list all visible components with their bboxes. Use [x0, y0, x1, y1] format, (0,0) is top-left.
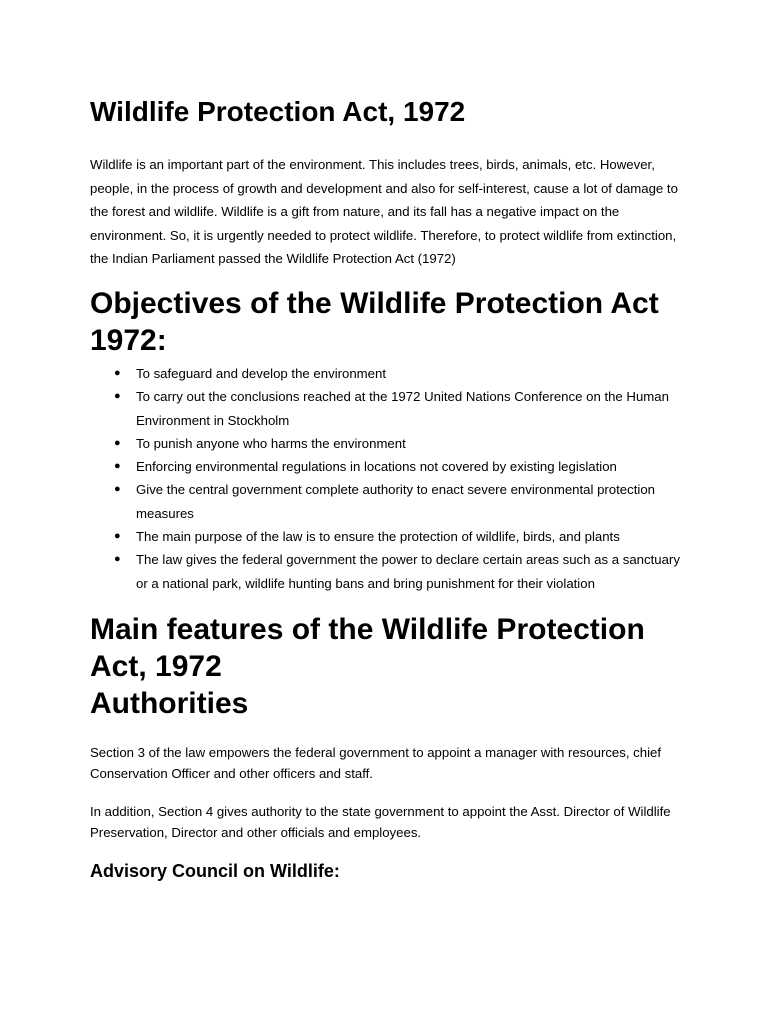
list-item: [90, 548, 690, 595]
features-heading: [90, 611, 690, 722]
section3-paragraph: Section 3 of the law empowers the federal government to appoint a manager with resources, chief Conservation Officer and other officers and staff.: [90, 745, 662, 781]
list-item: [90, 478, 690, 525]
bullet-icon: ●: [114, 553, 121, 566]
list-item: [90, 362, 690, 385]
list-item-text: The main purpose of the law is to ensure the protection of wildlife, birds, and plants: [136, 529, 620, 545]
list-item-text: To safeguard and develop the environment: [136, 366, 387, 381]
list-item-text: Give the central government complete authority to enact severe environmental protection measures: [136, 482, 655, 521]
authorities-heading: Authorities: [90, 687, 249, 720]
bullet-icon: ●: [114, 436, 121, 449]
intro-paragraph: Wildlife is an important part of the environment. This includes trees, birds, animals, etc. However, people, in the process of growth and development and also for self-interest, cause a lot of damage to the forest and wildlife. Wildlife is a gift from nature, and its fall has a negative impact on the environment. So, it is urgently needed to protect wildlife. Therefore, to protect wildlife from extinction, the Indian Parliament passed the Wildlife Protection Act (1972): [90, 157, 678, 266]
list-item: [90, 432, 690, 455]
list-item: [90, 385, 690, 432]
list-item-text: To carry out the conclusions reached at the 1972 United Nations Conference on the Human Environment in Stockholm: [136, 389, 669, 428]
objectives-list: [90, 362, 690, 595]
bullet-icon: ●: [114, 390, 121, 403]
page-title: Wildlife Protection Act, 1972: [90, 96, 466, 127]
advisory-council-heading: Advisory Council on Wildlife:: [90, 861, 340, 881]
objectives-heading: Objectives of the Wildlife Protection Act 1972:: [90, 287, 659, 357]
bullet-icon: ●: [114, 530, 121, 543]
features-heading-text: Main features of the Wildlife Protection Act, 1972: [90, 613, 645, 683]
list-item-text: The law gives the federal government the power to declare certain areas such as a sanctuary or a national park, wildlife hunting bans and bring punishment for their violation: [136, 552, 680, 591]
section4-paragraph: In addition, Section 4 gives authority to the state government to appoint the Asst. Director of Wildlife Preservation, Director and other officials and employees.: [90, 804, 671, 840]
list-item: [90, 525, 690, 548]
bullet-icon: ●: [114, 367, 121, 379]
bullet-icon: ●: [114, 483, 121, 496]
list-item: [90, 455, 690, 478]
list-item-text: To punish anyone who harms the environment: [136, 435, 406, 451]
list-item-text: Enforcing environmental regulations in locations not covered by existing legislation: [136, 459, 617, 475]
bullet-icon: ●: [114, 460, 121, 473]
